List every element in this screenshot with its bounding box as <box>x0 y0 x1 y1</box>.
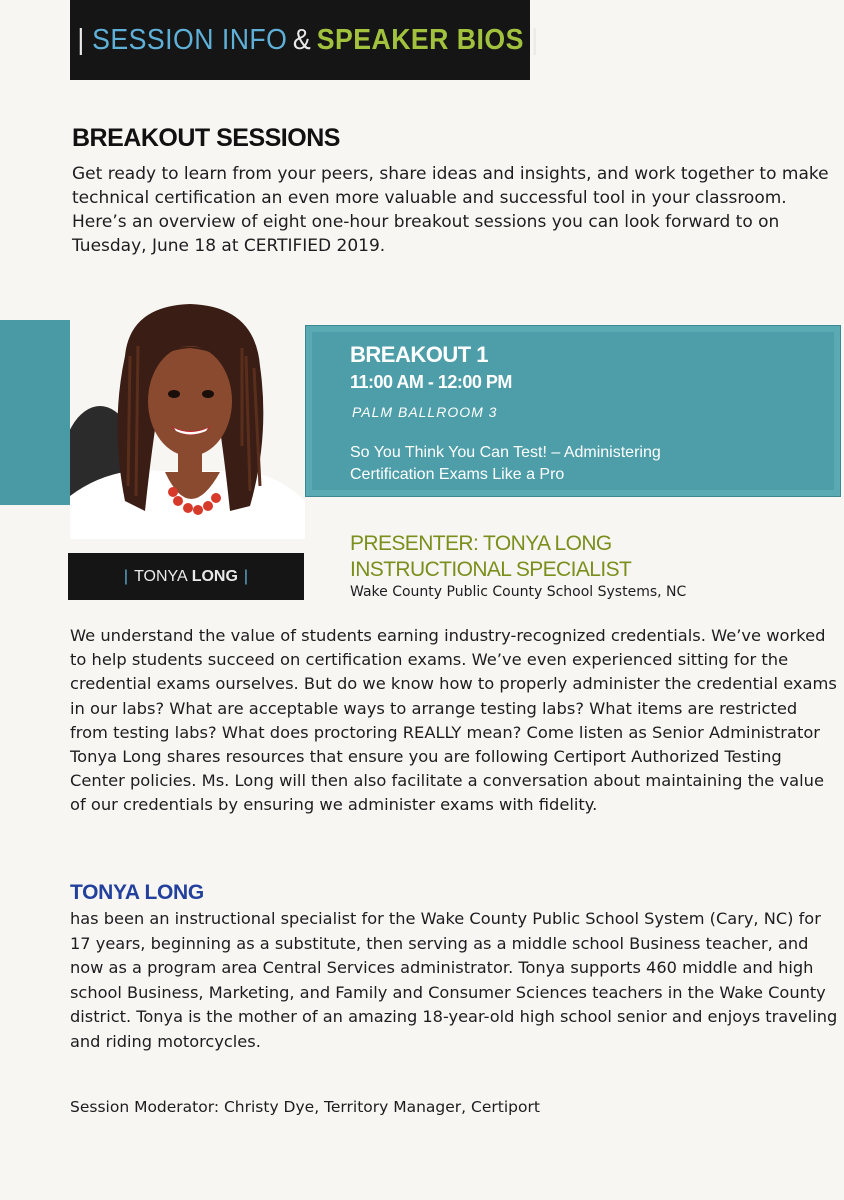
bio-text: has been an instructional specialist for the Wake County Public School System (Cary, NC) for 17 years, beginning as a substitute, then serving as a middle school Business teacher, and now as a program area Central Services administrator. Tonya supports 460 middle and high school Business, Marketing, and Family and Consumer Sciences teachers in the Wake County district. Tonya is the mother of an amazing 18-year-old high school senior and enjoys traveling and riding motorcycles. <box>70 909 838 1051</box>
name-tag-last: LONG <box>191 567 238 585</box>
bio-name: TONYA LONG <box>70 881 204 904</box>
presenter-heading <box>350 531 631 583</box>
breakout-room: PALM BALLROOM 3 <box>352 404 498 420</box>
breakout-session-card <box>305 325 841 497</box>
header-title-speaker-bios: SPEAKER BIOS <box>316 23 524 56</box>
name-tag-left-bar: | <box>123 567 129 585</box>
presenter-portrait-illustration <box>70 296 305 539</box>
page-header <box>70 0 539 80</box>
header-right-pipe: | <box>531 23 539 56</box>
header-left-pipe: | <box>77 23 85 56</box>
breakout-title: BREAKOUT 1 <box>350 342 489 367</box>
session-moderator: Session Moderator: Christy Dye, Territory Manager, Certiport <box>70 1098 540 1116</box>
presenter-name-line: PRESENTER: TONYA LONG <box>350 532 612 555</box>
presenter-role-line: INSTRUCTIONAL SPECIALIST <box>350 558 632 581</box>
presenter-name-tag <box>68 553 304 600</box>
breakout-talk-title <box>350 442 810 486</box>
talk-title-line-1: So You Think You Can Test! – Administering <box>350 444 661 461</box>
breakout-time: 11:00 AM - 12:00 PM <box>350 372 512 392</box>
teal-accent-strip <box>0 320 70 505</box>
session-description: We understand the value of students earning industry-recognized credentials. We’ve worked to help students succeed on certification exams. We’ve even experienced sitting for the credential exams ourselves. But do we know how to properly administer the credential exams in our labs? What are acceptable ways to arrange testing labs? What items are restricted from testing labs? What does proctoring REALLY mean? Come listen as Senior Administrator Tonya Long shares resources that ensure you are following Certiport Authorized Testing Center policies. Ms. Long will then also facilitate a conversation about maintaining the value of our credentials by ensuring we administer exams with fidelity. <box>70 626 837 815</box>
presenter-photo <box>70 296 305 539</box>
section-title: BREAKOUT SESSIONS <box>72 124 340 152</box>
presenter-affiliation: Wake County Public County School Systems, NC <box>350 584 687 600</box>
header-title-session-info: SESSION INFO <box>92 23 288 56</box>
talk-title-line-2: Certification Exams Like a Pro <box>350 466 565 483</box>
intro-paragraph: Get ready to learn from your peers, share ideas and insights, and work together to make technical certification an even more valuable and successful tool in your classroom. Here’s an overview of eight one-hour breakout sessions you can look forward to on Tuesday, June 18 at CERTIFIED 2019. <box>72 164 829 256</box>
name-tag-first: TONYA <box>134 567 188 585</box>
header-ampersand: & <box>292 23 312 56</box>
name-tag-right-bar: | <box>243 567 249 585</box>
